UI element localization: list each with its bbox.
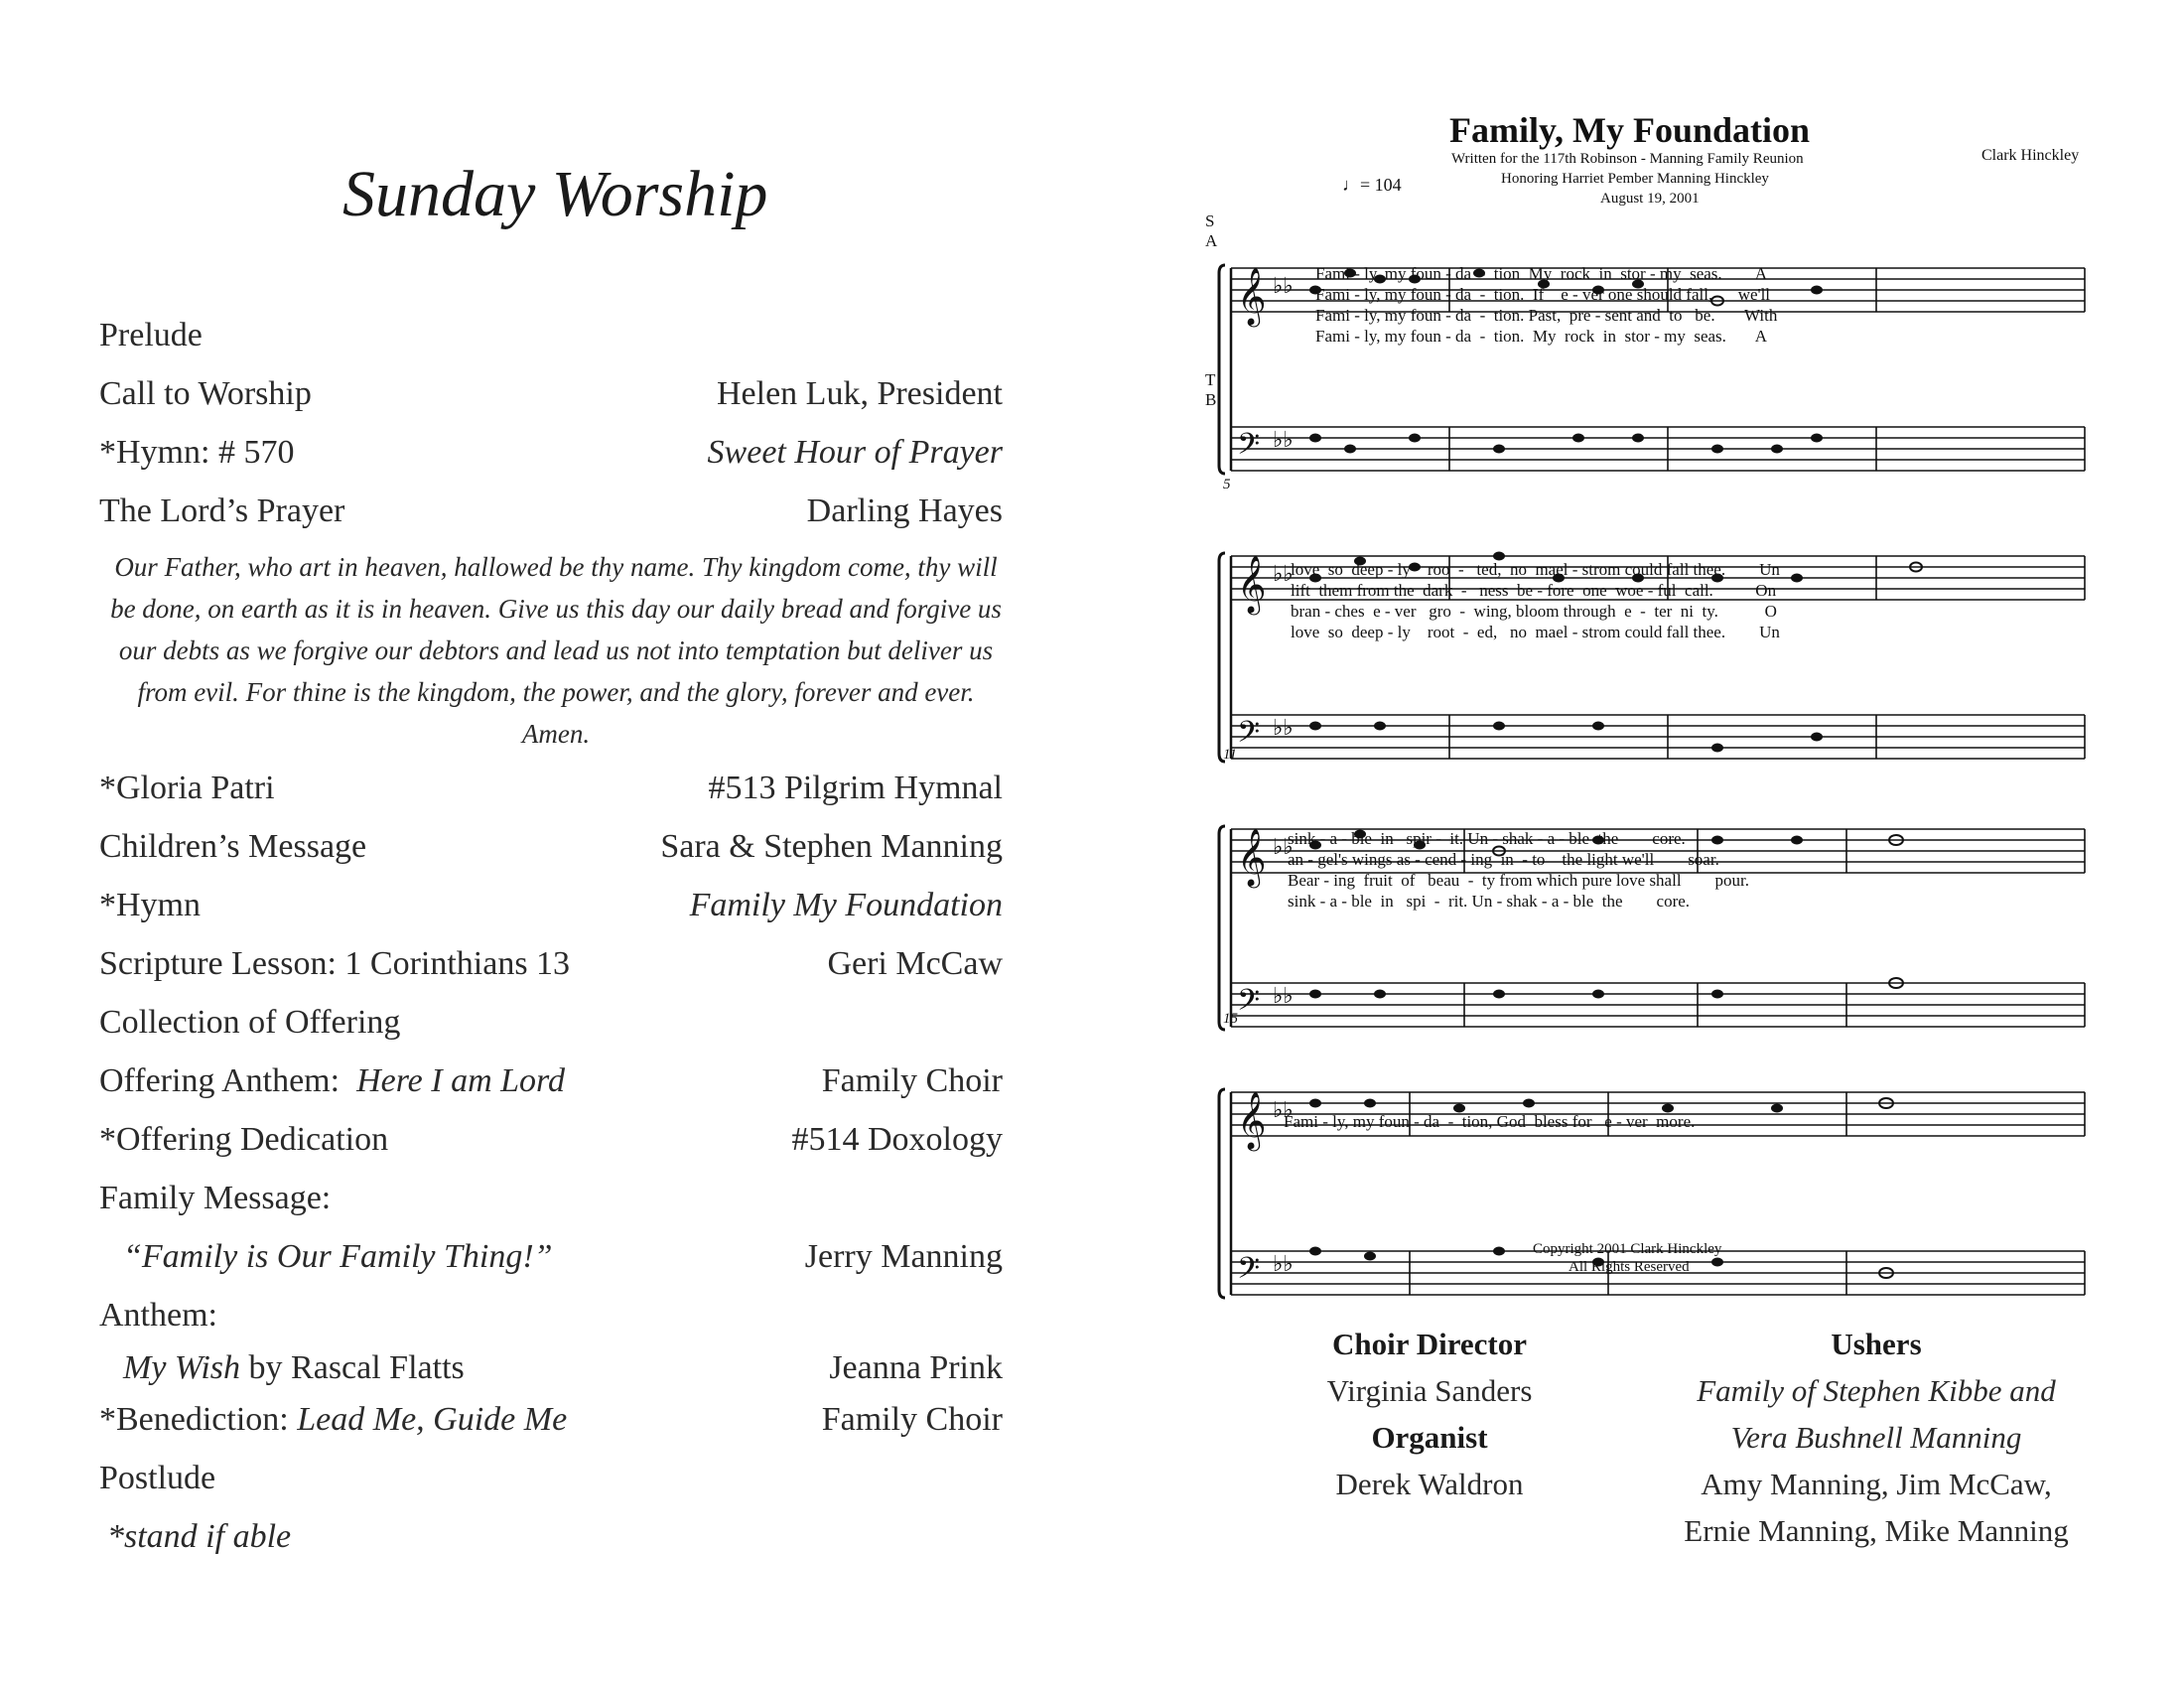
lyric-line: Fami - ly, my foun - da - tion. Past, pre - sent and to be. With	[1315, 306, 1778, 325]
lyric-line: Bear - ing fruit of beau - ty from which pure love shall pour.	[1288, 871, 1750, 890]
order-leader: Darling Hayes	[806, 492, 1003, 529]
choir-director-name: Virginia Sanders	[1326, 1373, 1533, 1408]
ushers-line: Family of Stephen Kibbe and	[1697, 1373, 2056, 1408]
svg-text:♭♭: ♭♭	[1273, 274, 1294, 299]
organist-name: Derek Waldron	[1335, 1467, 1524, 1501]
svg-text:♭♭: ♭♭	[1273, 428, 1294, 453]
lyric-line: lift them from the dark - ness be - fore one woe - ful call. On	[1291, 581, 1777, 600]
measure-number: 11	[1223, 747, 1237, 763]
order-item: *Hymn: # 570	[99, 434, 295, 471]
hymn-subtitle: Honoring Harriet Pember Manning Hinckley	[1501, 171, 1769, 187]
order-leader: Jeanna Prink	[829, 1349, 1003, 1386]
lyric-line: Fami - ly, my foun - da - tion. If e - ver one should fall, we'll	[1315, 285, 1771, 304]
ushers-label: Ushers	[1831, 1327, 1922, 1361]
order-item: Call to Worship	[99, 375, 312, 412]
order-item-label: Offering Anthem:	[99, 1062, 341, 1099]
order-leader: Helen Luk, President	[717, 375, 1003, 412]
order-leader: Family Choir	[821, 1401, 1003, 1438]
order-leader: Sara & Stephen Manning	[660, 828, 1003, 865]
lords-prayer-text: Our Father, who art in heaven, hallowed be thy name. Thy kingdom come, thy will be done, on earth as it is in heaven. Give us this day our daily bread and forgive us our debts as we forgive our debtors and lead us not into temptation but deliver us from evil. For thine is the kingdom, the power, and the glory, forever and ever. Amen.	[110, 552, 1002, 749]
stand-note: *stand if able	[107, 1518, 292, 1555]
lyric-line: bran - ches e - ver gro - wing, bloom through e - ter ni ty. O	[1291, 602, 1777, 621]
lyric-line: love so deep - ly roo - ted, no mael - strom could fall thee. Un	[1291, 560, 1780, 579]
order-leader: Jerry Manning	[804, 1238, 1003, 1275]
order-leader: #513 Pilgrim Hymnal	[708, 770, 1003, 806]
order-item	[99, 1061, 565, 1101]
order-item: Postlude	[99, 1460, 216, 1496]
svg-text:♭♭: ♭♭	[1273, 984, 1294, 1009]
order-item-label: *Benediction:	[99, 1401, 289, 1438]
order-item: The Lord’s Prayer	[99, 492, 345, 529]
lyric-line: Fami - ly, my foun - da - tion My rock in stor - my seas. A	[1315, 264, 1768, 283]
svg-text:𝄢: 𝄢	[1237, 428, 1261, 469]
svg-text:♭♭: ♭♭	[1273, 1252, 1294, 1277]
credits-left	[1281, 1321, 1578, 1507]
ushers-line: Ernie Manning, Mike Manning	[1684, 1513, 2069, 1548]
order-item: Scripture Lesson: 1 Corinthians 13	[99, 945, 571, 982]
order-item-italic: My Wish	[123, 1349, 241, 1386]
ushers-line: Amy Manning, Jim McCaw,	[1701, 1467, 2052, 1501]
order-item-italic: Here I am Lord	[356, 1062, 566, 1099]
sheet-music	[1201, 199, 2095, 1380]
hymn-composer: Clark Hinckley	[1981, 147, 2080, 164]
order-item-label: by Rascal Flatts	[248, 1349, 465, 1386]
voice-label-tb: T B	[1205, 370, 1217, 409]
lyric-line: sink - a - ble in spir - it. Un - shak - a - ble the core.	[1288, 829, 1686, 848]
lyric-line: love so deep - ly root - ed, no mael - strom could fall thee. Un	[1291, 623, 1780, 641]
order-hymn-title: Sweet Hour of Prayer	[707, 434, 1003, 471]
order-item: *Hymn	[99, 887, 201, 923]
hymn-date: August 19, 2001	[1600, 191, 1700, 207]
svg-text:𝄢: 𝄢	[1237, 1252, 1261, 1293]
order-leader: Geri McCaw	[827, 945, 1003, 982]
order-item: Family Message:	[99, 1180, 332, 1216]
choir-director-label: Choir Director	[1332, 1327, 1527, 1361]
hymn-tempo: ♩= 104	[1342, 175, 1402, 195]
lyric-line: sink - a - ble in spi - rit. Un - shak - a - ble the core.	[1288, 892, 1691, 911]
svg-text:𝄢: 𝄢	[1237, 984, 1261, 1025]
lyric-line: an - gel's wings as - cend - ing in - to the light we'll soar.	[1288, 850, 1719, 869]
ushers-line: Vera Bushnell Manning	[1730, 1420, 2022, 1455]
order-item-italic: Lead Me, Guide Me	[297, 1401, 568, 1438]
voice-label-sa: S A	[1205, 211, 1218, 250]
order-hymn-title: Family My Foundation	[689, 887, 1003, 923]
measure-number: 15	[1223, 1011, 1238, 1027]
order-item: *Offering Dedication	[99, 1121, 389, 1158]
measure-number: 5	[1223, 477, 1231, 492]
copyright: Copyright 2001 Clark Hinckley	[1533, 1241, 1722, 1257]
svg-text:𝄞: 𝄞	[1237, 267, 1267, 325]
svg-text:𝄢: 𝄢	[1237, 716, 1261, 757]
svg-text:𝄞: 𝄞	[1237, 555, 1267, 613]
svg-text:𝄞: 𝄞	[1237, 1091, 1267, 1149]
order-item	[99, 1400, 567, 1440]
order-item: Collection of Offering	[99, 1004, 401, 1041]
svg-text:𝄞: 𝄞	[1237, 828, 1267, 886]
clefs	[1237, 267, 1294, 1293]
copyright: All Rights Reserved	[1569, 1259, 1690, 1275]
svg-text:♭♭: ♭♭	[1273, 1098, 1294, 1123]
credits-right	[1638, 1321, 2115, 1554]
order-item-italic: “Family is Our Family Thing!”	[123, 1238, 553, 1275]
organist-label: Organist	[1371, 1420, 1488, 1455]
order-leader: #514 Doxology	[791, 1121, 1003, 1158]
lyric-line: Fami - ly, my foun - da - tion, God bless for e - ver more.	[1284, 1112, 1696, 1131]
order-item: Prelude	[99, 317, 203, 353]
svg-text:♭♭: ♭♭	[1273, 562, 1294, 587]
lyric-line: Fami - ly, my foun - da - tion. My rock in stor - my seas. A	[1315, 327, 1768, 346]
order-leader: Family Choir	[821, 1062, 1003, 1099]
order-item: Anthem:	[99, 1297, 217, 1334]
order-item	[123, 1348, 465, 1388]
order-item: *Gloria Patri	[99, 770, 275, 806]
svg-text:♭♭: ♭♭	[1273, 835, 1294, 860]
svg-text:♭♭: ♭♭	[1273, 716, 1294, 741]
order-item: Children’s Message	[99, 828, 367, 865]
hymn-subtitle: Written for the 117th Robinson - Manning Family Reunion	[1451, 151, 1804, 167]
hymn-title: Family, My Foundation	[1449, 110, 1811, 150]
page-title: Sunday Worship	[342, 158, 768, 230]
